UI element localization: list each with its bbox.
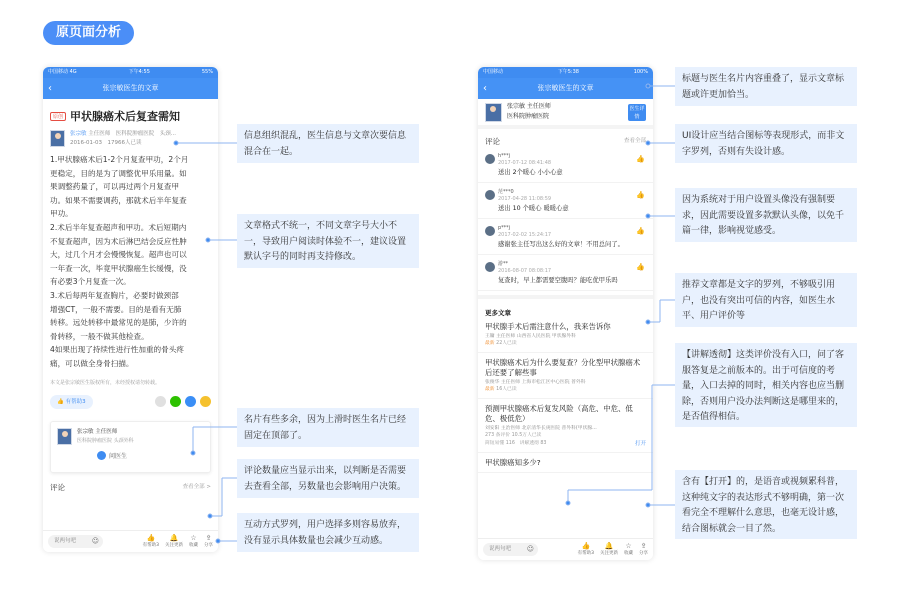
- view-all-comments-link[interactable]: 查看全部 >: [182, 483, 211, 490]
- tab-label: 有帮助3: [577, 550, 594, 556]
- status-bar: [478, 67, 653, 78]
- view-all-comments-link[interactable]: 查看全部: [623, 138, 646, 144]
- time-label: 下午5:38: [557, 69, 579, 75]
- annotation-note: 含有【打开】的，是语音或视频累科普，这种纯文字的表达形式不够明确，第一次看完全不理解什么意思，也毫无设计感，结合图标就会一目了然。: [675, 470, 857, 539]
- body-line: 1.甲状腺癌术后1-2个月复查甲功，2个月: [50, 155, 189, 164]
- helpful-tab[interactable]: [578, 543, 594, 557]
- body-line: 痛，可以做全身骨扫描。: [50, 358, 134, 368]
- comment-item: [478, 255, 653, 291]
- comment-time: 2017-04-28 11:08:59: [498, 196, 552, 202]
- doctor-name: 张宗敏 主任医师: [77, 428, 118, 435]
- article-title: 甲状腺癌术后为什么要复查？分化型甲状腺癌术后还要了解些事: [485, 357, 641, 377]
- tab-label: 分享: [204, 542, 213, 548]
- share-tab[interactable]: [639, 543, 648, 557]
- author-stats: 2016-01-03 17966人已读: [70, 140, 142, 146]
- follow-tab[interactable]: [600, 543, 618, 557]
- wechat-share-icon[interactable]: [170, 396, 181, 407]
- tab-label: 关注更新: [165, 542, 183, 548]
- time-label: 下午4:55: [128, 69, 150, 75]
- article-reads: 273 条评价 10.5万人已读: [485, 432, 542, 438]
- comment-text: 送出 2个暖心 小小心意: [498, 169, 563, 176]
- annotation-note: 因为系统对于用户设置头像没有强制要求，因此需要设置多款默认头像，以免千篇一律，影响视觉感受。: [675, 188, 857, 242]
- article-author: 张俊华 主任医师 上海市松江区中心医院 普外科: [485, 379, 586, 385]
- body-line: 3.术后每两年复查胸片，必要时做颈部: [50, 290, 179, 300]
- comments-label: 评论: [485, 137, 500, 146]
- more-articles-heading: 更多文章: [478, 295, 653, 317]
- comment-text: 复查时，早上都需要空腹吗？能吃优甲乐吗: [498, 277, 618, 284]
- article-author: 王镛 主任医师 山西省人民医院 甲状腺外科: [485, 333, 576, 339]
- phone-screen-original-article: [43, 67, 218, 552]
- share-icon: ⇪: [640, 541, 647, 550]
- author-row[interactable]: [43, 124, 218, 148]
- toolbar-tabs: [578, 543, 648, 557]
- nav-title: 张宗敏医生的文章: [102, 84, 159, 92]
- ask-doctor-label: 问医生: [109, 452, 128, 460]
- comment-time: 2017-02-02 15:24:17: [498, 232, 552, 238]
- doctor-info: [507, 102, 551, 122]
- qq-share-icon[interactable]: [185, 396, 196, 407]
- comment-header: [43, 473, 218, 493]
- doctor-card[interactable]: [50, 421, 211, 473]
- helpful-button[interactable]: 👍 有帮助3: [50, 395, 93, 409]
- comment-input[interactable]: 说两句吧 ☺: [48, 535, 103, 548]
- doctor-hospital: 医科院肿瘤医院: [507, 113, 550, 120]
- bottom-toolbar: [43, 530, 218, 552]
- page-title: 原页面分析: [43, 21, 134, 45]
- body-line: 更稳定，目的是为了调整优甲乐用量。如: [50, 168, 187, 178]
- body-line: 果调整药量了，可以再过两个月复查甲: [50, 182, 180, 192]
- doctor-detail-button[interactable]: 医生详情: [629, 105, 645, 120]
- author-name[interactable]: 张宗敏: [70, 131, 87, 137]
- like-icon[interactable]: 👍: [636, 263, 645, 271]
- open-link[interactable]: 打开: [634, 440, 646, 447]
- tab-label: 收藏: [189, 542, 198, 548]
- article-author: 刘安阳 主治医师 北京清华长庚医院 普外科(甲状腺...: [485, 425, 597, 431]
- battery-label: 55%: [201, 69, 213, 75]
- comment-text: 送出 10 个暖心 暖暖心意: [498, 205, 569, 212]
- carrier-label: 中国移动 4G: [48, 69, 77, 75]
- article-title: 甲状腺癌术后复查需知: [70, 110, 181, 123]
- action-row: [43, 386, 218, 409]
- author-meta: 主任医师 医科院肿瘤医院 头颈...: [88, 131, 177, 137]
- phone-screen-scrolled-article: [478, 67, 653, 560]
- comments-header: [478, 129, 653, 147]
- article-reads: 16人已读: [496, 386, 517, 392]
- status-bar: [43, 67, 218, 78]
- article-title: 甲状腺癌知多少?: [485, 457, 541, 467]
- copyright-note: 本文是张宗敏医生版权所有，未经授权请勿转载。: [50, 379, 161, 386]
- article-body: [43, 148, 218, 371]
- comment-user: 范***0: [498, 189, 514, 195]
- chat-icon: [97, 451, 106, 460]
- doctor-hospital: 医科院肿瘤医院 头颈外科: [77, 437, 134, 444]
- article-ratings: 简短易懂 116 讲解透彻 83: [485, 440, 547, 446]
- body-line: 甲功。: [50, 209, 73, 219]
- avatar[interactable]: [50, 130, 65, 147]
- doctor-card-info: [77, 428, 134, 446]
- carrier-label: 中国移动: [483, 69, 504, 75]
- thumb-icon: 👍: [146, 533, 156, 542]
- ask-doctor-button[interactable]: [97, 451, 204, 460]
- new-badge: 最新: [485, 386, 495, 392]
- comment-user: h***j: [498, 153, 511, 159]
- like-icon[interactable]: 👍: [636, 155, 645, 163]
- comment-user: p***j: [498, 225, 511, 231]
- doctor-name: 张宗敏 主任医师: [507, 103, 551, 110]
- star-icon: ☆: [190, 533, 197, 542]
- avatar: [485, 262, 495, 272]
- annotation-note: 【讲解透彻】这类评价没有入口，问了客服答复是之前版本的。出于可信度的考量，入口去掉的同时，相关内容也应当删除，否则用户没办法判断这是哪里来的，是否值得相信。: [675, 343, 857, 427]
- battery-label: 100%: [633, 69, 648, 75]
- sticky-doctor-header[interactable]: [478, 99, 653, 129]
- body-line: 有必要3个月复查一次。: [50, 277, 131, 287]
- like-icon[interactable]: 👍: [636, 227, 645, 235]
- nav-bar: [43, 78, 218, 99]
- avatar: [485, 226, 495, 236]
- share-icon: ⇪: [205, 533, 212, 542]
- tab-label: 关注更新: [600, 550, 618, 556]
- article-title: 甲状腺手术后需注意什么，我来告诉你: [485, 322, 611, 331]
- body-line: 增强CT，一般不需要。目的是看有无肺: [50, 304, 182, 314]
- nav-bar: [478, 78, 653, 99]
- comment-item: [478, 183, 653, 219]
- article-list-item[interactable]: [478, 399, 653, 453]
- body-line: 一年查一次，毕竟甲状腺癌生长缓慢，没: [50, 263, 187, 273]
- tab-label: 有帮助3: [142, 542, 159, 548]
- comment-user: 游**: [498, 261, 509, 267]
- helpful-tab[interactable]: [143, 535, 159, 549]
- comment-time: 2017-07-12 08:41:48: [498, 160, 552, 166]
- annotation-note: 互动方式罗列，用户选择多则容易放弃，没有显示具体数量也会减少互动感。: [237, 513, 419, 552]
- bell-icon: 🔔: [169, 533, 179, 542]
- nav-title: 张宗敏医生的文章: [537, 84, 594, 92]
- favorite-tab[interactable]: [624, 543, 633, 557]
- annotation-note: UI设计应当结合图标等表现形式，而非文字罗列，否则有失设计感。: [675, 124, 857, 163]
- avatar: [485, 190, 495, 200]
- share-tab[interactable]: [204, 535, 213, 549]
- body-line: 不复查超声，因为术后淋巴结会反应性肿: [50, 236, 187, 246]
- original-tag: 原创: [50, 112, 66, 121]
- annotation-note: 文章格式不统一，不同文章字号大小不一，导致用户阅读时体验不一，建议设置默认字号的同时再支持修改。: [237, 214, 419, 268]
- avatar[interactable]: [485, 103, 502, 122]
- tab-label: 收藏: [624, 550, 633, 556]
- annotation-note: 名片有些多余，因为上滑时医生名片已经固定在顶部了。: [237, 408, 419, 447]
- article-list-item[interactable]: [478, 453, 653, 474]
- annotation-note: 评论数量应当显示出来，以判断是否需要去查看全部，另数量也会影响用户决策。: [237, 459, 419, 498]
- thumb-icon: 👍: [581, 541, 591, 550]
- annotation-note: 信息组织混乱，医生信息与文章次要信息混合在一起。: [237, 124, 419, 163]
- body-line: 2.术后半年复查超声和甲功。术后短期内: [50, 222, 187, 232]
- helpful-label: 有帮助3: [65, 398, 86, 405]
- comment-time: 2016-08-07 08:08:17: [498, 268, 552, 274]
- body-line: 功。如果不需要调药，那就术后半年复查: [50, 195, 187, 205]
- body-line: 大，过几个月才会慢慢恢复。超声也可以: [50, 250, 187, 260]
- avatar: [485, 154, 495, 164]
- back-icon[interactable]: ‹: [483, 83, 487, 94]
- bottom-toolbar: [478, 538, 653, 560]
- share-icons: [155, 396, 211, 407]
- avatar[interactable]: [57, 428, 72, 445]
- comment-text: 感谢张主任写出这么好的文章！不用总问了。: [498, 241, 624, 248]
- comment-input[interactable]: 说两句吧 ☺: [483, 543, 538, 556]
- qzone-share-icon[interactable]: [200, 396, 211, 407]
- follow-tab[interactable]: [165, 535, 183, 549]
- favorite-tab[interactable]: [189, 535, 198, 549]
- like-icon[interactable]: 👍: [636, 191, 645, 199]
- article-title: 预测甲状腺癌术后复发风险（高危、中危、低危、极低危）: [485, 403, 633, 423]
- tab-label: 分享: [639, 550, 648, 556]
- new-badge: 最新: [485, 340, 495, 346]
- annotation-note: 标题与医生名片内容重叠了，显示文章标题或许更加恰当。: [675, 67, 857, 106]
- annotation-note: 推荐文章都是文字的罗列，不够吸引用户，也没有突出可信的内容，如医生水平、用户评价等: [675, 273, 857, 327]
- body-line: 骨转移，一般不做其他检查。: [50, 331, 149, 341]
- comment-item: [478, 219, 653, 255]
- comment-label: 评论: [50, 482, 65, 492]
- star-icon: ☆: [625, 541, 632, 550]
- author-info: [70, 130, 176, 148]
- bell-icon: 🔔: [604, 541, 614, 550]
- article-header: [43, 99, 218, 124]
- comment-item: [478, 147, 653, 183]
- article-list-item[interactable]: [478, 353, 653, 399]
- toolbar-tabs: [143, 535, 213, 549]
- body-line: 4如果出现了持续性进行性加重的骨头疼: [50, 345, 184, 355]
- moments-share-icon[interactable]: [155, 396, 166, 407]
- article-reads: 22人已读: [496, 340, 517, 346]
- body-line: 转移。远处转移中最常见的是肺，少许的: [50, 318, 187, 328]
- back-icon[interactable]: ‹: [48, 83, 52, 94]
- article-list-item[interactable]: [478, 317, 653, 353]
